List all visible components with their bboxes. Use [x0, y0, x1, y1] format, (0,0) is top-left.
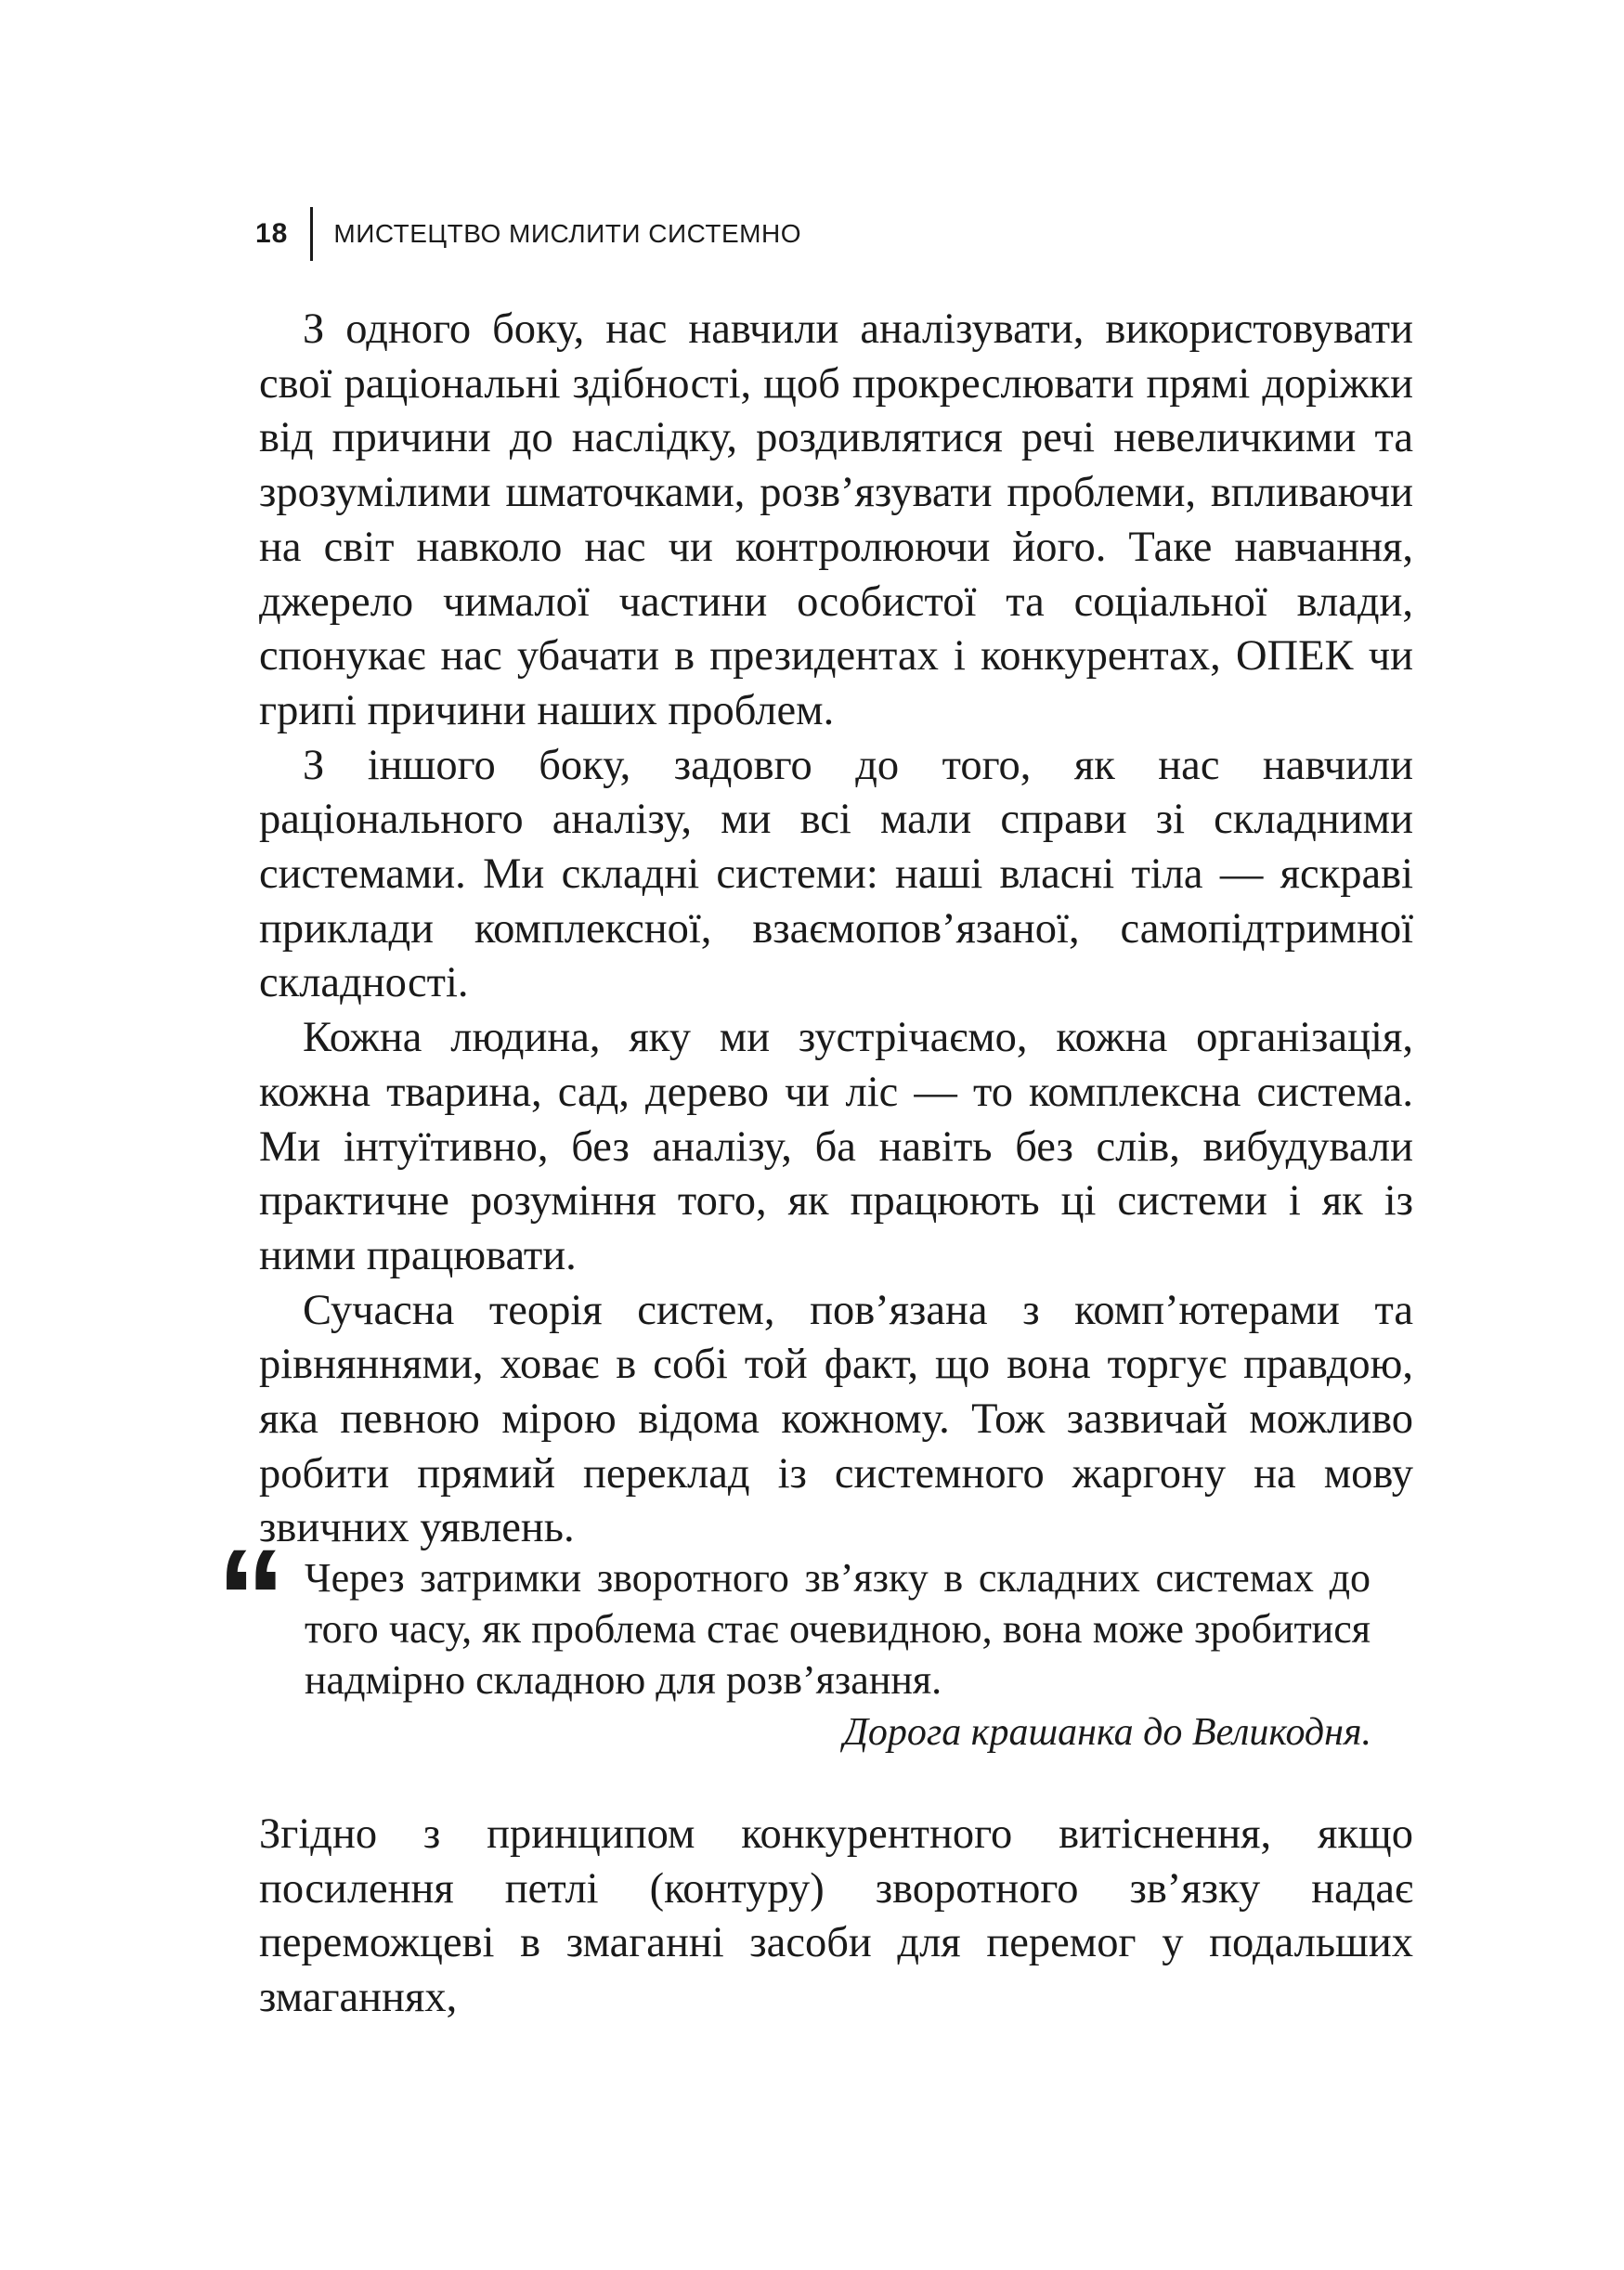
quote-text: Через затримки зворотного зв’язку в складних системах до того часу, як проблема стає очевидною, вона може зробитися надмірно складною для розв’язання. — [305, 1555, 1371, 1703]
running-head — [255, 206, 801, 262]
paragraph-competitive-exclusion: Згідно з принципом конкурентного витіснення, якщо посилення петлі (контуру) зворотного зв’язку надає переможцеві в змаганні засоби для перемог у подальших змаганнях, — [259, 1810, 1413, 2022]
quote-mark-icon: “ — [216, 1520, 286, 1676]
book-title: МИСТЕЦТВО МИСЛИТИ СИСТЕМНО — [333, 219, 802, 248]
header-divider — [310, 207, 313, 261]
closing-text — [259, 1808, 1413, 2026]
paragraph-complex-systems: З іншого боку, задовго до того, як нас навчили раціонального аналізу, ми всі мали справи зі складними системами. Ми складні системи: наші власні тіла — яскраві приклади комплексної, взаємопов’язаної, самопідтримної складності. — [259, 741, 1413, 1007]
page-number: 18 — [255, 218, 289, 249]
paragraph-systems-theory: Сучасна теорія систем, пов’язана з комп’ютерами та рівняннями, ховає в собі той факт, що вона торгує правдою, яка певною мірою відома кожному. Тож зазвичай можливо робити прямий переклад із системного жаргону на мову звичних уявлень. — [259, 1286, 1413, 1552]
quote-attribution: Дорога крашанка до Великодня. — [843, 1711, 1371, 1754]
main-text — [259, 303, 1413, 1556]
paragraph-analysis: З одного боку, нас навчили аналізувати, використовувати свої раціональні здібності, щоб прокреслювати прямі доріжки від причини до наслідку, роздивлятися речі невеличкими та зрозумілими шматочками, розв’язувати проблеми, впливаючи на світ навколо нас чи контролюючи його. Таке навчання, джерело чималої частини особистої та соціальної влади, спонукає нас убачати в президентах і конкурентах, ОПЕК чи грипі причини наших проблем. — [259, 305, 1413, 734]
paragraph-intuition: Кожна людина, яку ми зустрічаємо, кожна організація, кожна тварина, сад, дерево чи ліс — то комплексна система. Ми інтуїтивно, без аналізу, ба навіть без слів, вибудували практичне розуміння того, як працюють ці системи і як із ними працювати. — [259, 1014, 1413, 1279]
